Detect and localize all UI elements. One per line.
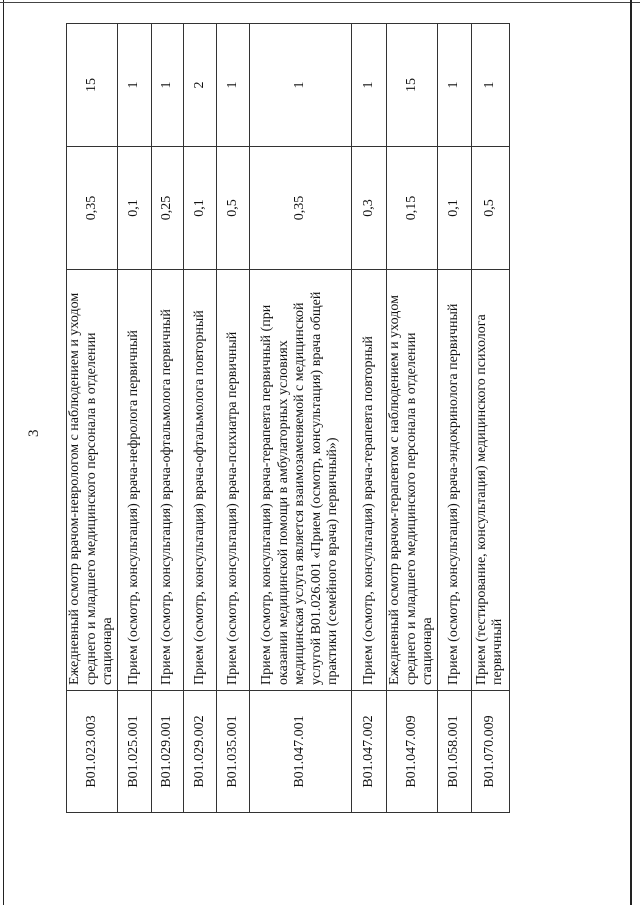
service-description: Прием (тестирование, консультация) медицинского психолога первичный	[471, 270, 509, 691]
table-row	[471, 24, 509, 813]
service-code: B01.047.002	[352, 691, 387, 813]
service-code: B01.047.001	[250, 691, 352, 813]
service-code: B01.023.003	[67, 691, 118, 813]
multiplicity-count: 1	[152, 24, 184, 147]
service-description: Прием (осмотр, консультация) врача-терапевта повторный	[352, 270, 387, 691]
service-code: B01.070.009	[471, 691, 509, 813]
frequency-value: 0,3	[352, 147, 387, 270]
service-description: Прием (осмотр, консультация) врача-офтальмолога первичный	[152, 270, 184, 691]
frequency-value: 0,5	[217, 147, 250, 270]
multiplicity-count: 1	[352, 24, 387, 147]
page-number: 3	[26, 429, 42, 437]
frequency-value: 0,25	[152, 147, 184, 270]
frequency-value: 0,1	[184, 147, 217, 270]
service-code: B01.029.002	[184, 691, 217, 813]
multiplicity-count: 2	[184, 24, 217, 147]
service-description: Прием (осмотр, консультация) врача-психиатра первичный	[217, 270, 250, 691]
service-code: B01.047.009	[387, 691, 438, 813]
frequency-value: 0,35	[250, 147, 352, 270]
table-row	[67, 24, 118, 813]
service-description: Ежедневный осмотр врачом-неврологом с наблюдением и уходом среднего и младшего медицинского персонала в отделении стационара	[67, 270, 118, 691]
frequency-value: 0,1	[437, 147, 471, 270]
table-row	[217, 24, 250, 813]
table-row	[250, 24, 352, 813]
service-code: B01.029.001	[152, 691, 184, 813]
service-description: Прием (осмотр, консультация) врача-нефролога первичный	[118, 270, 152, 691]
frequency-value: 0,1	[118, 147, 152, 270]
table-row	[184, 24, 217, 813]
multiplicity-count: 15	[67, 24, 118, 147]
table-row	[352, 24, 387, 813]
service-description: Прием (осмотр, консультация) врача-эндокринолога первичный	[437, 270, 471, 691]
frequency-value: 0,35	[67, 147, 118, 270]
service-description: Ежедневный осмотр врачом-терапевтом с наблюдением и уходом среднего и младшего медицинского персонала в отделении стационара	[387, 270, 438, 691]
multiplicity-count: 1	[437, 24, 471, 147]
multiplicity-count: 1	[118, 24, 152, 147]
service-code: B01.035.001	[217, 691, 250, 813]
multiplicity-count: 1	[217, 24, 250, 147]
table-row	[437, 24, 471, 813]
table-row	[118, 24, 152, 813]
multiplicity-count: 15	[387, 24, 438, 147]
service-description: Прием (осмотр, консультация) врача-терапевта первичный (при оказании медицинской помощи в амбулаторных условиях медицинская услуга является взаимозаменяемой с медицинской услугой B01.026.001 «Прием (осмотр, консультация) врача общей практики (семейного врача) первичный»)	[250, 270, 352, 691]
service-description: Прием (осмотр, консультация) врача-офтальмолога повторный	[184, 270, 217, 691]
services-table	[66, 23, 510, 813]
multiplicity-count: 1	[471, 24, 509, 147]
frequency-value: 0,15	[387, 147, 438, 270]
service-code: B01.025.001	[118, 691, 152, 813]
table-row	[152, 24, 184, 813]
frequency-value: 0,5	[471, 147, 509, 270]
service-code: B01.058.001	[437, 691, 471, 813]
table-row	[387, 24, 438, 813]
multiplicity-count: 1	[250, 24, 352, 147]
